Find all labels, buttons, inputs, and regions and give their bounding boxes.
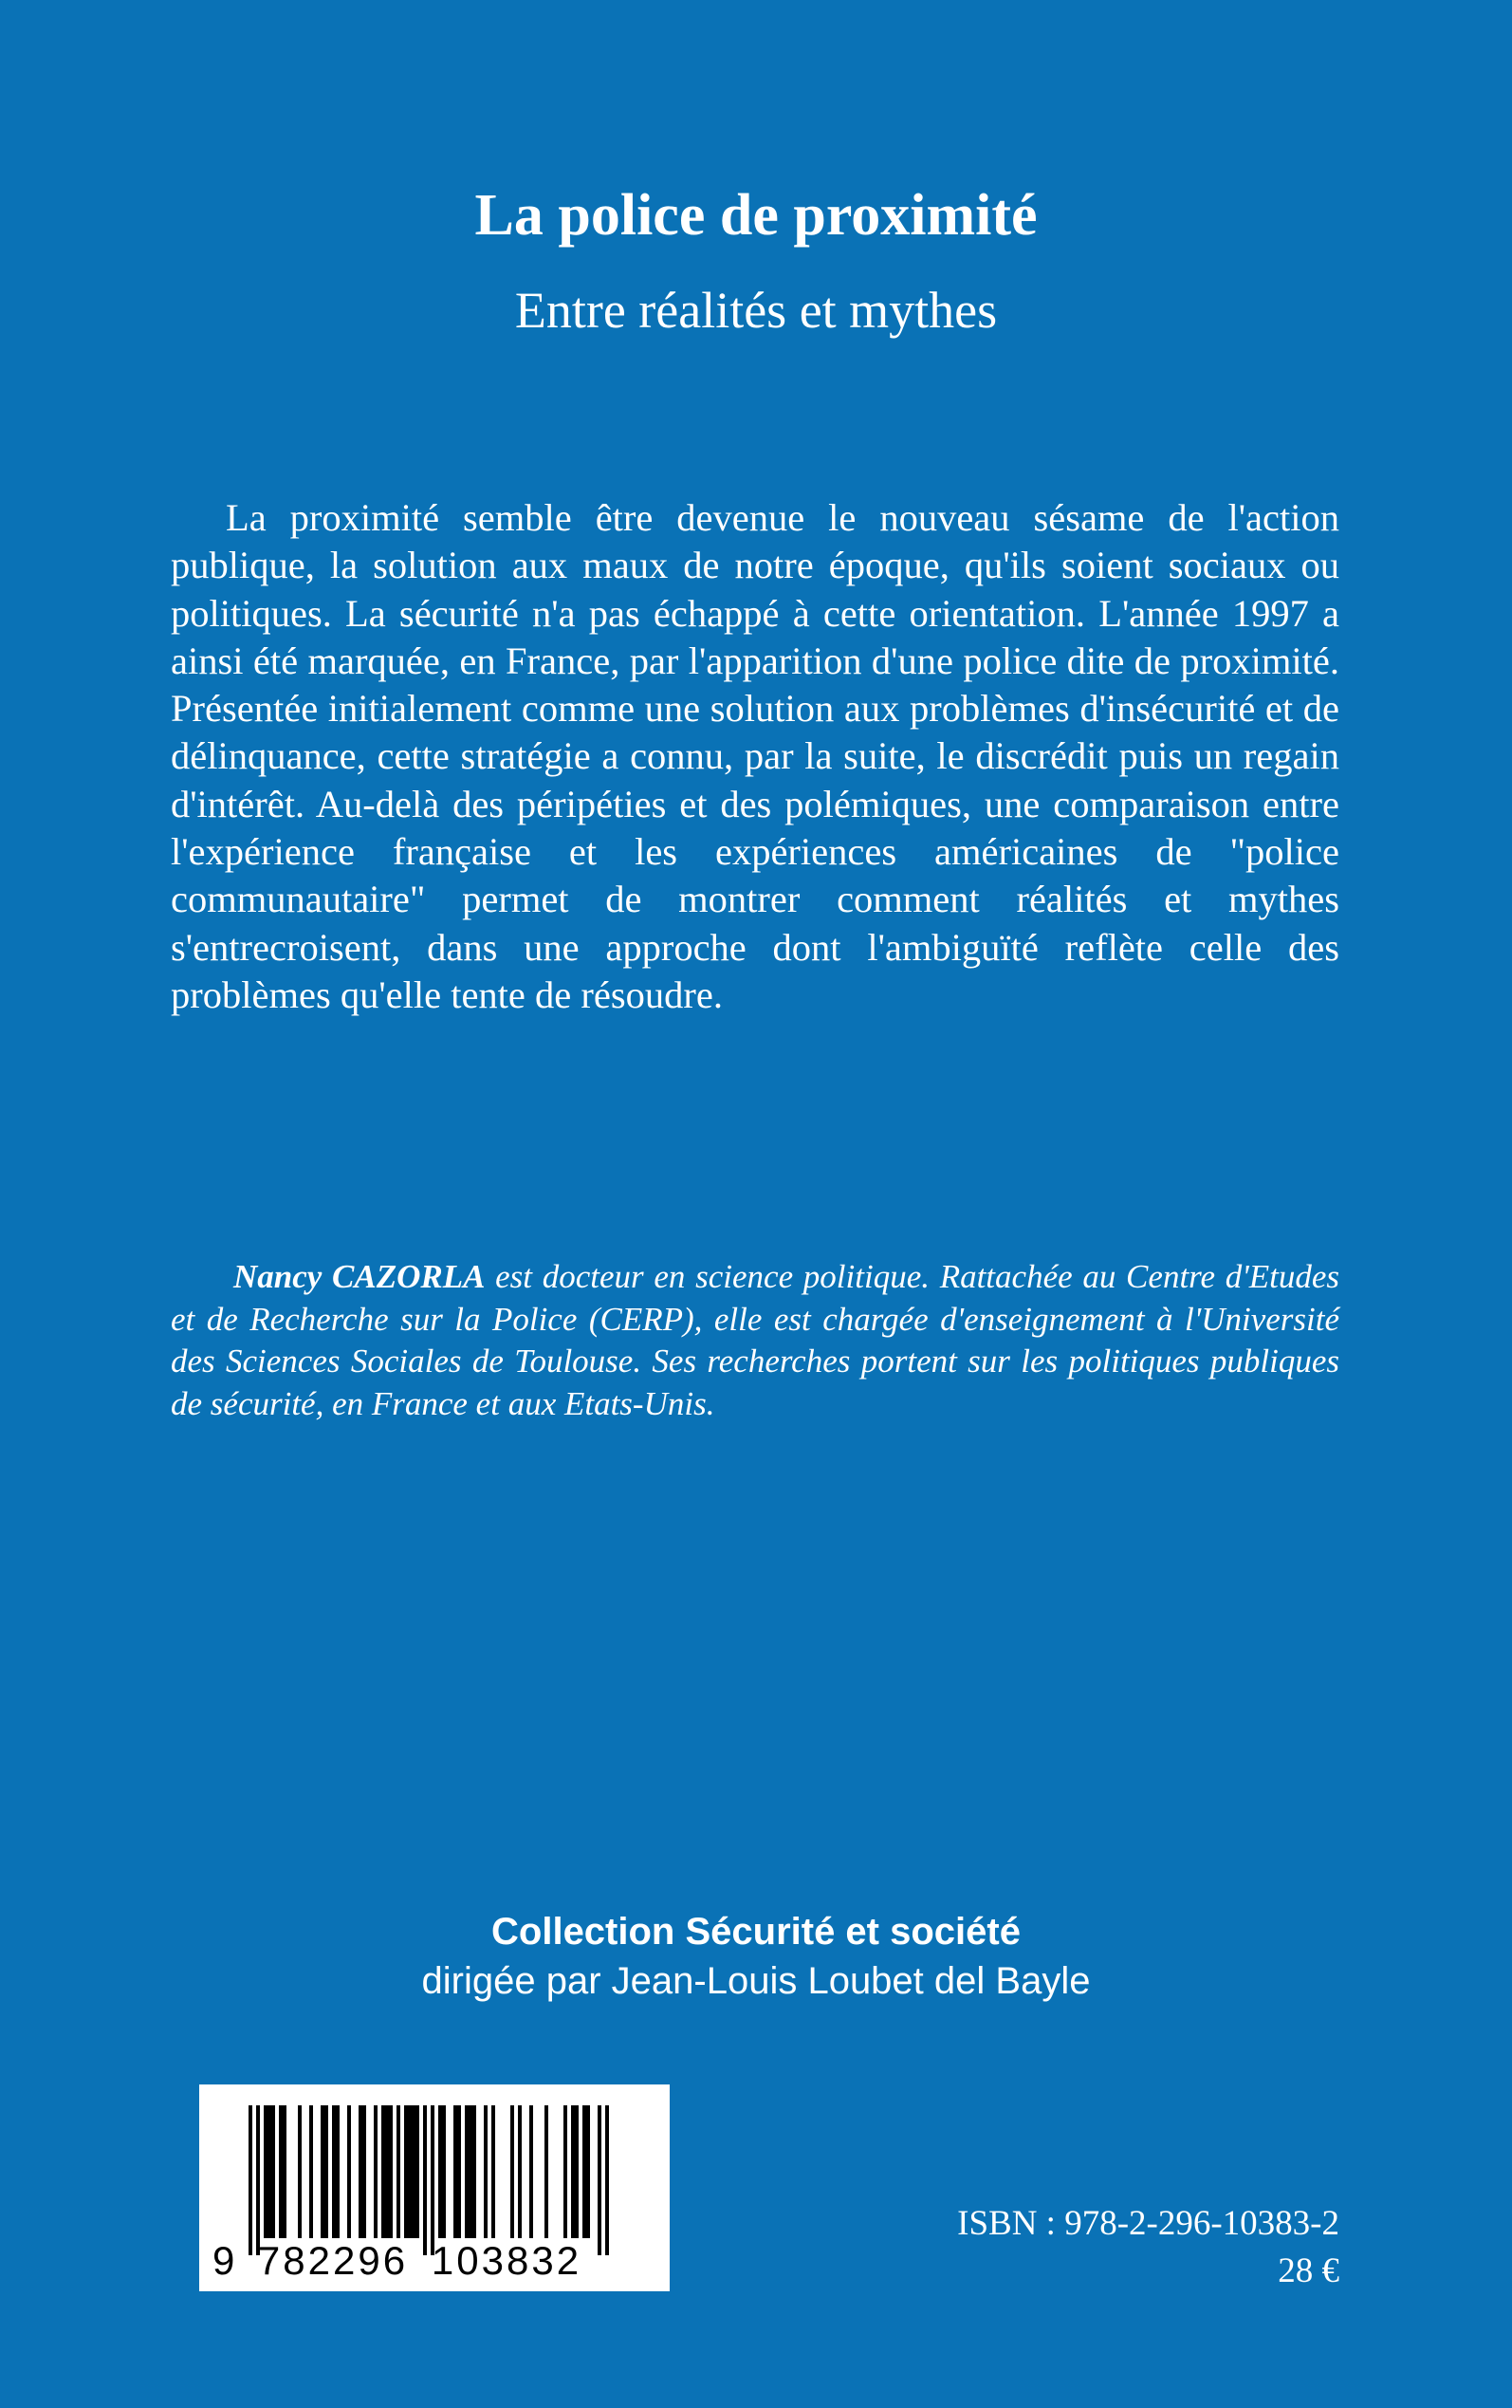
barcode-bars — [249, 2105, 609, 2255]
barcode-bar-3 — [279, 2105, 286, 2238]
barcode-bar-4 — [298, 2105, 302, 2238]
barcode-bar-22 — [518, 2105, 522, 2238]
barcode-bar-0 — [249, 2105, 252, 2255]
barcode-bar-14 — [423, 2105, 427, 2255]
barcode-bar-27 — [582, 2105, 590, 2238]
barcode-bar-15 — [431, 2105, 434, 2255]
barcode-bar-16 — [438, 2105, 446, 2238]
barcode-graphic — [199, 2084, 670, 2291]
barcode — [199, 2084, 670, 2291]
barcode-bar-11 — [381, 2105, 393, 2238]
barcode-bar-29 — [605, 2105, 609, 2255]
book-title: La police de proximité — [474, 183, 1038, 248]
barcode-bar-18 — [465, 2105, 476, 2238]
barcode-bar-20 — [491, 2105, 495, 2238]
collection-title: Collection Sécurité et société — [491, 1911, 1021, 1953]
barcode-bar-19 — [484, 2105, 488, 2238]
barcode-bar-13 — [404, 2105, 419, 2238]
barcode-bar-28 — [598, 2105, 601, 2255]
barcode-first-digit: 9 — [212, 2238, 235, 2283]
barcode-bar-6 — [321, 2105, 328, 2238]
barcode-bar-12 — [396, 2105, 400, 2238]
barcode-bar-2 — [264, 2105, 275, 2238]
isbn: ISBN : 978-2-296-10383-2 — [957, 2204, 1339, 2243]
barcode-bar-7 — [332, 2105, 340, 2238]
book-subtitle: Entre réalités et mythes — [514, 282, 998, 339]
collection-director: dirigée par Jean-Louis Loubet del Bayle — [421, 1960, 1091, 2002]
blurb-paragraph: La proximité semble être devenue le nouveau sésame de l'action publique, la solution aux maux de notre époque, qu'ils soient sociaux ou politiques. La sécurité n'a pas échappé à cette orientation. L'année 1997 a ainsi été marquée, en France, par l'apparition d'une police dite de proximité. Présentée initialement comme une solution aux problèmes d'insécurité et de délinquance, cette stratégie a connu, par la suite, le discrédit puis un regain d'intérêt. Au-delà des péripéties et des polémiques, une comparaison entre l'expérience française et les expériences américaines de "police communautaire" permet de montrer comment réalités et mythes s'entrecroisent, dans une approche dont l'ambiguïté reflète celle des problèmes qu'elle tente de résoudre. — [171, 496, 1339, 1016]
barcode-bar-10 — [374, 2105, 378, 2238]
barcode-bar-24 — [544, 2105, 548, 2238]
price: 28 € — [1278, 2251, 1339, 2290]
author-bio — [171, 1256, 1339, 1425]
barcode-bar-9 — [359, 2105, 366, 2238]
barcode-left-digits: 782296 — [257, 2238, 409, 2283]
barcode-bar-1 — [256, 2105, 260, 2255]
author-bio-text: est docteur en science politique. Rattachée au Centre d'Etudes et de Recherche sur la Police (CERP), elle est chargée d'enseignement à l'Université des Sciences Sociales de Toulouse. Ses recherches portent sur les politiques publiques de sécurité, en France et aux Etats-Unis. — [171, 1258, 1339, 1422]
author-name: Nancy CAZORLA — [233, 1258, 486, 1295]
barcode-bar-26 — [571, 2105, 579, 2238]
barcode-bar-8 — [347, 2105, 351, 2238]
barcode-right-digits: 103832 — [431, 2238, 582, 2283]
barcode-bar-21 — [510, 2105, 514, 2238]
barcode-bar-5 — [309, 2105, 313, 2238]
barcode-bar-17 — [453, 2105, 461, 2238]
barcode-bar-25 — [563, 2105, 567, 2238]
barcode-bar-23 — [529, 2105, 533, 2238]
